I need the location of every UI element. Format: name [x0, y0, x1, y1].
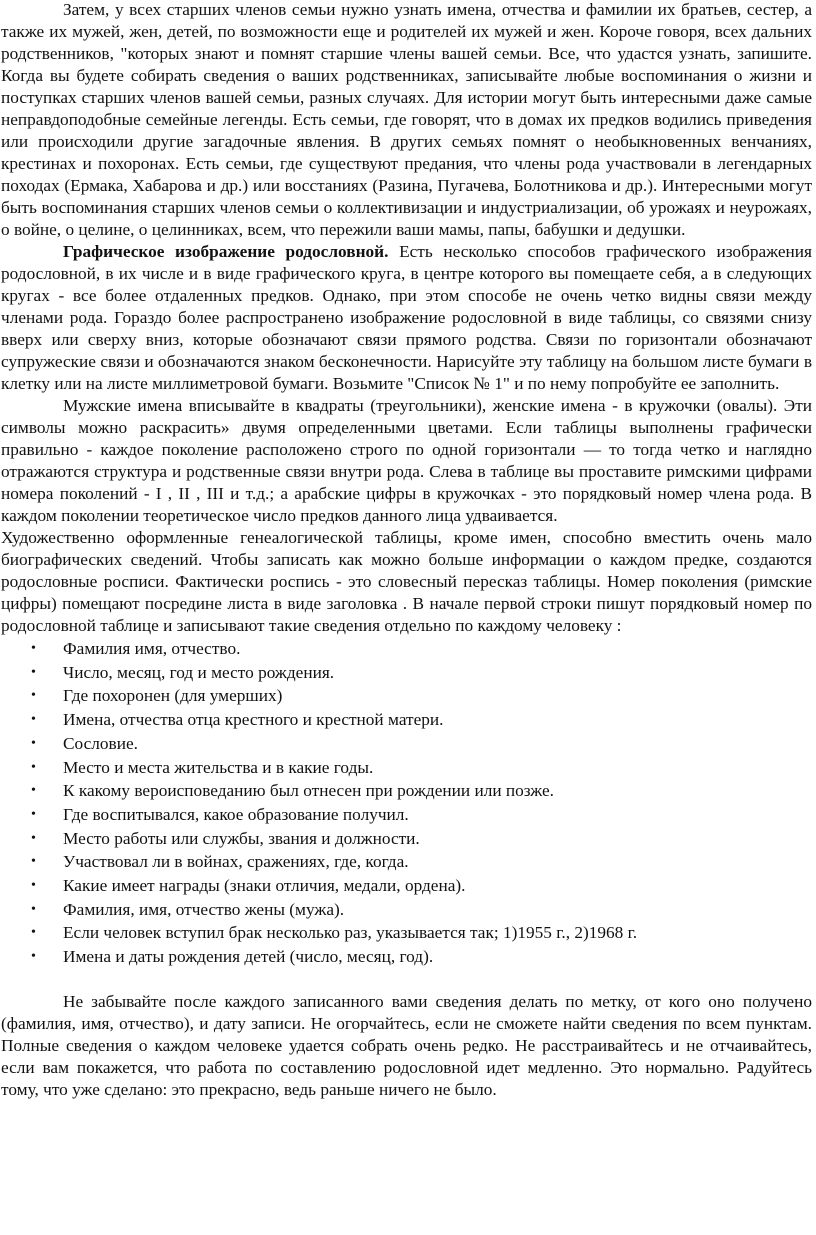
paragraph-symbols: Мужские имена вписывайте в квадраты (треугольники), женские имена - в кружочки (овалы). Эти символы можно раскрасить» двумя определенными цветами. Если таблицы выполнены графически правильно - каждое поколение расположено строго по одной горизонтали — то тогда четко и наглядно отражаются структура и родственные связи внутри рода. Слева в таблице вы проставите римскими цифрами номера поколений - I , II , III и т.д.; а арабские цифры в кружочках - это порядковый номер члена рода. В каждом поколении теоретическое число предков данного лица удваивается. — [1, 396, 812, 525]
list-item — [1, 684, 812, 708]
bullet-icon: • — [31, 854, 36, 870]
paragraph-family-names: Затем, у всех старших членов семьи нужно узнать имена, отчества и фамилии их братьев, сестер, а также их мужей, жен, детей, по возможности еще и родителей их мужей и жен. Короче говоря, всех дальних родственников, "которых знают и помнят старшие члены вашей семьи. Все, что удастся узнать, запишите. Когда вы будете собирать сведения о ваших родственниках, записывайте любые воспоминания о жизни и поступках старших членов вашей семьи, разных случаях. Для истории могут быть интересными даже самые неправдоподобные семейные легенды. Есть семьи, где говорят, что в домах их предков водились приведения или происходили другие загадочные явления. В других семьях помнят о необыкновенных венчаниях, крестинах и похоронах. Есть семьи, где существуют предания, что члены рода участвовали в легендарных походах (Ермака, Хабарова и др.) или восстаниях (Разина, Пугачева, Болотникова и др.). Интересными могут быть воспоминания старших членов семьи о коллективизации и индустриализации, об урожаях и неурожаях, о войне, о целине, о целинниках, всем, что пережили ваши мамы, папы, бабушки и дедушки. — [1, 0, 812, 239]
list-item — [1, 850, 812, 874]
list-item — [1, 874, 812, 898]
list-item-text: К какому вероисповеданию был отнесен при рождении или позже. — [63, 781, 554, 801]
list-item-text: Место и места жительства и в какие годы. — [63, 757, 374, 777]
list-item — [1, 921, 812, 945]
info-list — [1, 637, 812, 969]
bullet-icon: • — [31, 641, 36, 656]
list-item-text: Имена и даты рождения детей (число, месяц, год). — [63, 947, 434, 967]
list-item-text: Если человек вступил брак несколько раз, указывается так; 1)1955 г., 2)1968 г. — [63, 923, 638, 943]
list-item — [1, 803, 812, 827]
list-item-text: Какие имеет награды (знаки отличия, медали, ордена). — [63, 876, 466, 896]
list-item — [1, 732, 812, 756]
bullet-icon: • — [31, 664, 36, 680]
bullet-icon: • — [31, 925, 36, 941]
list-item — [1, 827, 812, 851]
list-item — [1, 661, 812, 685]
paragraph-graphic-body: Есть несколько способов графического изображения родословной, в их числе и в виде графического круга, в центре которого вы помещаете себя, а в следующих кругах - все более отдаленных предков. Однако, при этом способе не очень четко видны связи между членами рода. Гораздо более распространено изображение родословной в виде таблицы, со связями снизу вверх или сверху вниз, которые обозначают связи прямого родства. Связи по горизонтали обозначают супружеские связи и обозначаются знаком бесконечности. Нарисуйте эту таблицу на большом листе бумаги в клетку или на листе миллиметровой бумаги. Возьмите "Список № 1" и по нему попробуйте ее заполнить. — [1, 242, 813, 393]
bullet-icon: • — [31, 806, 36, 822]
list-item — [1, 637, 812, 661]
paragraph-genealogy-table: Художественно оформленные генеалогической таблицы, кроме имен, способно вместить очень мало биографических сведений. Чтобы записать как можно больше информации о каждом предке, создаются родословные росписи. Фактически роспись - это словесный пересказ таблицы. Номер поколения (римские цифры) помещают посредине листа в виде заголовка . В начале первой строки пишут порядковый номер по родословной таблице и записывают такие сведения отдельно по каждому человеку : — [1, 528, 812, 635]
bullet-icon: • — [31, 949, 36, 965]
bullet-icon: • — [31, 712, 36, 728]
list-item — [1, 756, 812, 780]
section-heading: Графическое изображение родословной. — [63, 242, 389, 261]
list-item — [1, 708, 812, 732]
list-item — [1, 945, 812, 969]
bullet-icon: • — [31, 759, 36, 775]
list-item — [1, 779, 812, 803]
list-item — [1, 898, 812, 922]
list-item-text: Участвовал ли в войнах, сражениях, где, когда. — [63, 852, 409, 872]
list-item-text: Фамилия, имя, отчество жены (мужа). — [63, 899, 345, 919]
list-item-text: Число, месяц, год и место рождения. — [63, 662, 335, 682]
list-item-text: Где похоронен (для умерших) — [63, 686, 283, 706]
bullet-icon: • — [31, 830, 36, 846]
list-item-text: Фамилия имя, отчество. — [63, 639, 241, 658]
bullet-icon: • — [31, 735, 36, 751]
list-item-text: Имена, отчества отца крестного и крестной матери. — [63, 710, 444, 730]
paragraph-graphic-representation — [1, 241, 812, 395]
list-item-text: Место работы или службы, звания и должности. — [63, 828, 420, 848]
list-item-text: Сословие. — [63, 733, 138, 753]
blank-line — [1, 969, 812, 991]
paragraph-closing: Не забывайте после каждого записанного вами сведения делать по метку, от кого оно получено (фамилия, имя, отчество), и дату записи. Не огорчайтесь, если не сможете найти сведения по всем пунктам. Полные сведения о каждом человеке удается собрать очень редко. Не расстраивайтесь и не отчаивайтесь, если вам покажется, что работа по составлению родословной идет медленно. Это нормально. Радуйтесь тому, что уже сделано: это прекрасно, ведь раньше ничего не было. — [1, 991, 812, 1099]
bullet-icon: • — [31, 688, 36, 704]
list-item-text: Где воспитывался, какое образование получил. — [63, 804, 409, 824]
bullet-icon: • — [31, 878, 36, 894]
bullet-icon: • — [31, 783, 36, 799]
bullet-icon: • — [31, 901, 36, 917]
